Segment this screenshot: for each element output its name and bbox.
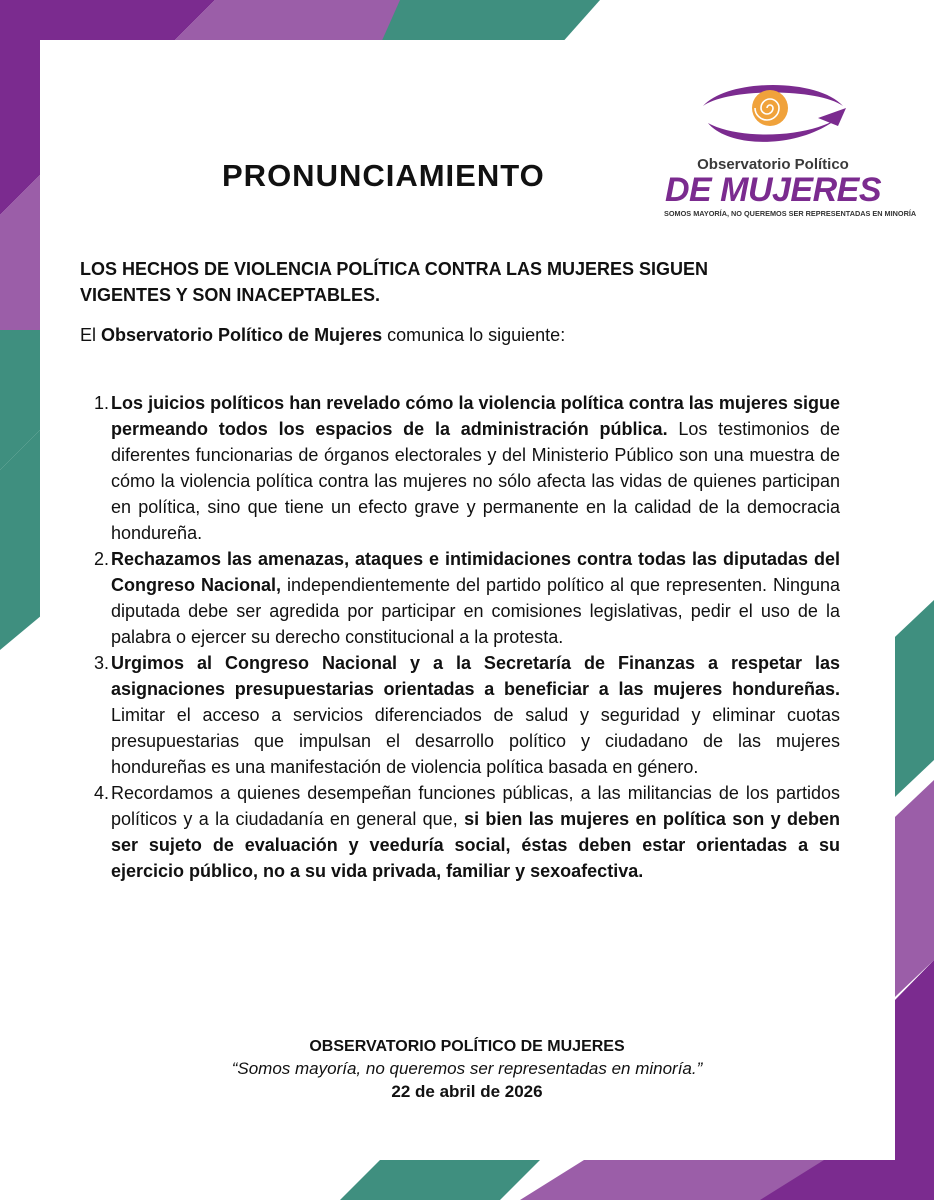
eye-hands-icon (698, 78, 848, 153)
list-item-text: Limitar el acceso a servicios diferenciados de salud y seguridad y eliminar cuotas presupuestarias que impulsan el desarrollo político y ciudadano de las mujeres hondureñas es una manifestación de violencia política basada en género. (111, 705, 840, 777)
list-item (80, 390, 840, 546)
logo-text-line1: Observatorio Político (697, 156, 849, 173)
list-item (80, 650, 840, 780)
footer-org-name: OBSERVATORIO POLÍTICO DE MUJERES (309, 1038, 625, 1055)
list-item (80, 546, 840, 650)
headline: LOS HECHOS DE VIOLENCIA POLÍTICA CONTRA LAS MUJERES SIGUEN VIGENTES Y SON INACEPTABLES. (80, 259, 709, 305)
intro-paragraph (80, 322, 840, 348)
intro-prefix: El (80, 325, 102, 345)
page-title: PRONUNCIAMIENTO (222, 158, 545, 193)
list-item-text: Recordamos a quienes desempeñan funciones públicas, a las militancias de los partidos políticos y a la ciudadanía en general que, (111, 783, 840, 829)
list-item-text: Los testimonios de diferentes funcionarias de órganos electorales y del Ministerio Público son una muestra de cómo la violencia política contra las mujeres no sólo afecta las vidas de quienes participan en política, sino que tiene un efecto grave y permanente en la calidad de la democracia hondureña. (111, 419, 840, 543)
list-item-text: independientemente del partido político al que representen. Ninguna diputada debe ser agredida por participar en comisiones legislativas, pedir el uso de la palabra o ejercer su derecho constitucional a la protesta. (111, 575, 840, 647)
list-item-number: 3. (94, 653, 110, 673)
list-item-bold-text: Los juicios políticos han revelado cómo la violencia política contra las mujeres sigue permeando todos los espacios de la administración pública. (111, 393, 840, 439)
list-item-number: 4. (94, 783, 110, 803)
footer-motto: “Somos mayoría, no queremos ser representadas en minoría.” (231, 1059, 703, 1078)
logo-tagline: SOMOS MAYORÍA, NO QUEREMOS SER REPRESENTADAS EN MINORÍA (664, 209, 917, 218)
logo-text-line2: DE MUJERES (664, 171, 882, 209)
footer (0, 1036, 934, 1104)
statement-list (80, 390, 840, 884)
list-item-number: 1. (94, 393, 110, 413)
logo (664, 78, 917, 223)
intro-org-name: Observatorio Político de Mujeres (101, 325, 383, 345)
intro-suffix: comunica lo siguiente: (382, 325, 566, 345)
list-item-bold-text: Rechazamos las amenazas, ataques e intimidaciones contra todas las diputadas del Congreso Nacional, (111, 549, 840, 595)
list-item-number: 2. (94, 549, 110, 569)
list-item-bold-text: si bien las mujeres en política son y deben ser sujeto de evaluación y veeduría social, éstas deben estar orientadas a su ejercicio público, no a su vida privada, familiar y sexoafectiva. (111, 809, 840, 881)
footer-date: 22 de abril de 2026 (391, 1082, 543, 1101)
list-item (80, 780, 840, 884)
list-item-bold-text: Urgimos al Congreso Nacional y a la Secretaría de Finanzas a respetar las asignaciones presupuestarias orientadas a beneficiar a las mujeres hondureñas. (111, 653, 840, 699)
